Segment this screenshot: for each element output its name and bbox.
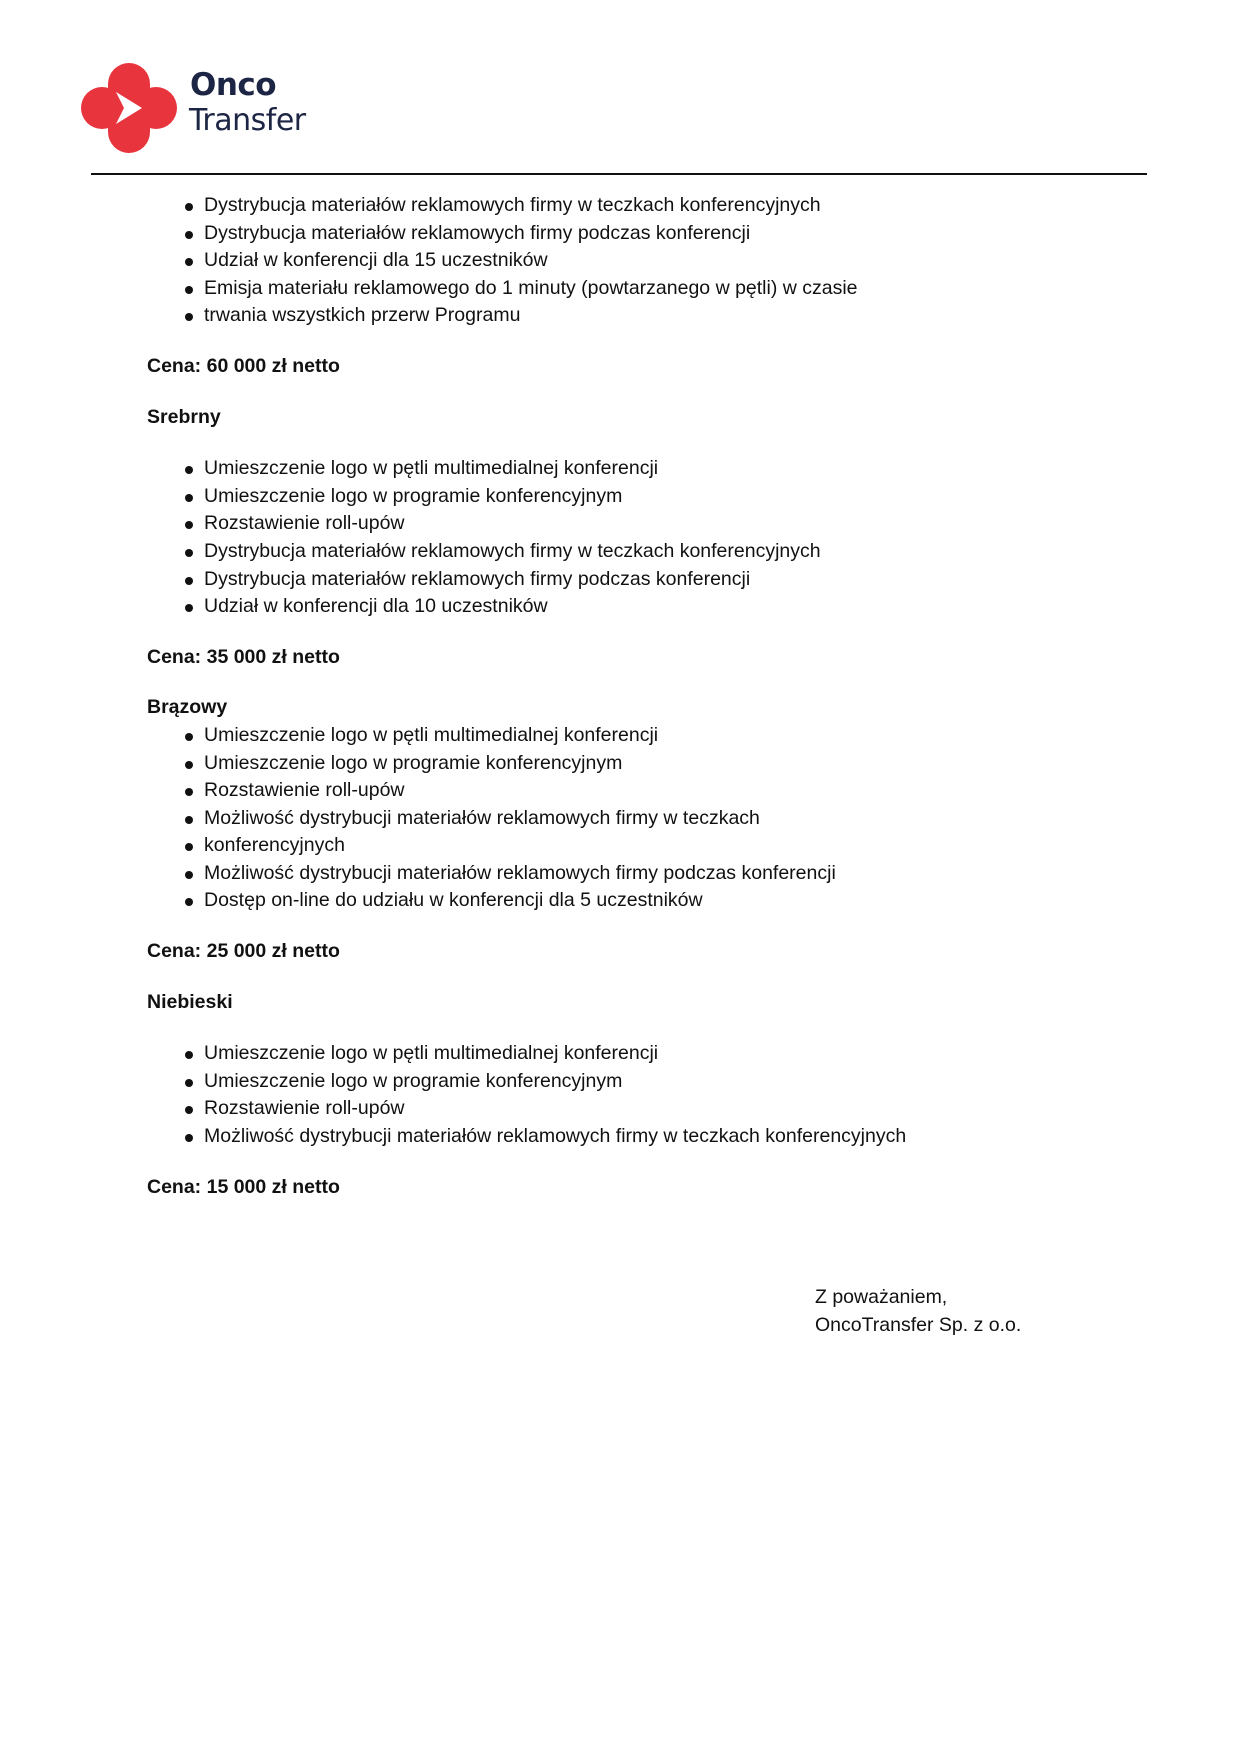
list-item: Umieszczenie logo w programie konferencyjnym: [147, 1068, 1127, 1096]
logo-word-transfer: Transfer: [189, 103, 306, 138]
list-item: Umieszczenie logo w pętli multimedialnej konferencji: [147, 455, 1127, 483]
list-item: konferencyjnych: [147, 832, 1127, 860]
header-divider: [91, 173, 1147, 175]
signoff-block: [815, 1284, 1021, 1339]
list-item: Umieszczenie logo w pętli multimedialnej konferencji: [147, 722, 1127, 750]
list-item: Udział w konferencji dla 15 uczestników: [147, 247, 1127, 275]
tier-blue-list: [147, 1040, 1127, 1150]
list-item: Dystrybucja materiałów reklamowych firmy w teczkach konferencyjnych: [147, 538, 1127, 566]
list-item: Dystrybucja materiałów reklamowych firmy podczas konferencji: [147, 566, 1127, 594]
signoff-company: OncoTransfer Sp. z o.o.: [815, 1313, 1022, 1336]
list-item: Rozstawienie roll-upów: [147, 1095, 1127, 1123]
list-item: Możliwość dystrybucji materiałów reklamowych firmy w teczkach konferencyjnych: [147, 1123, 1127, 1151]
list-item: Rozstawienie roll-upów: [147, 510, 1127, 538]
list-item: Umieszczenie logo w programie konferencyjnym: [147, 483, 1127, 511]
tier-title-blue: Niebieski: [147, 990, 233, 1013]
list-item: Udział w konferencji dla 10 uczestników: [147, 593, 1127, 621]
company-logo: [80, 62, 320, 154]
list-item: Dystrybucja materiałów reklamowych firmy podczas konferencji: [147, 220, 1127, 248]
tier-title-silver: Srebrny: [147, 405, 221, 428]
list-item: trwania wszystkich przerw Programu: [147, 302, 1127, 330]
list-item: Rozstawienie roll-upów: [147, 777, 1127, 805]
tier-bronze-list: [147, 722, 1127, 915]
price-blue: Cena: 15 000 zł netto: [147, 1175, 340, 1198]
onco-cross-arrow-icon: [80, 62, 178, 154]
document-body: [147, 192, 1127, 1201]
price-intro: Cena: 60 000 zł netto: [147, 354, 340, 377]
logo-word-onco: Onco: [190, 67, 277, 103]
list-item: Możliwość dystrybucji materiałów reklamowych firmy w teczkach: [147, 805, 1127, 833]
price-silver: Cena: 35 000 zł netto: [147, 645, 340, 668]
tier-title-bronze: Brązowy: [147, 696, 228, 719]
list-item: Możliwość dystrybucji materiałów reklamowych firmy podczas konferencji: [147, 860, 1127, 888]
list-item: Dostęp on-line do udziału w konferencji dla 5 uczestników: [147, 887, 1127, 915]
list-item: Umieszczenie logo w pętli multimedialnej konferencji: [147, 1040, 1127, 1068]
intro-benefit-list: [147, 192, 1127, 330]
list-item: Emisja materiału reklamowego do 1 minuty (powtarzanego w pętli) w czasie: [147, 275, 1127, 303]
list-item: Dystrybucja materiałów reklamowych firmy w teczkach konferencyjnych: [147, 192, 1127, 220]
price-bronze: Cena: 25 000 zł netto: [147, 940, 340, 963]
signoff-greeting: Z poważaniem,: [815, 1286, 948, 1308]
tier-silver-list: [147, 455, 1127, 621]
list-item: Umieszczenie logo w programie konferencyjnym: [147, 750, 1127, 778]
